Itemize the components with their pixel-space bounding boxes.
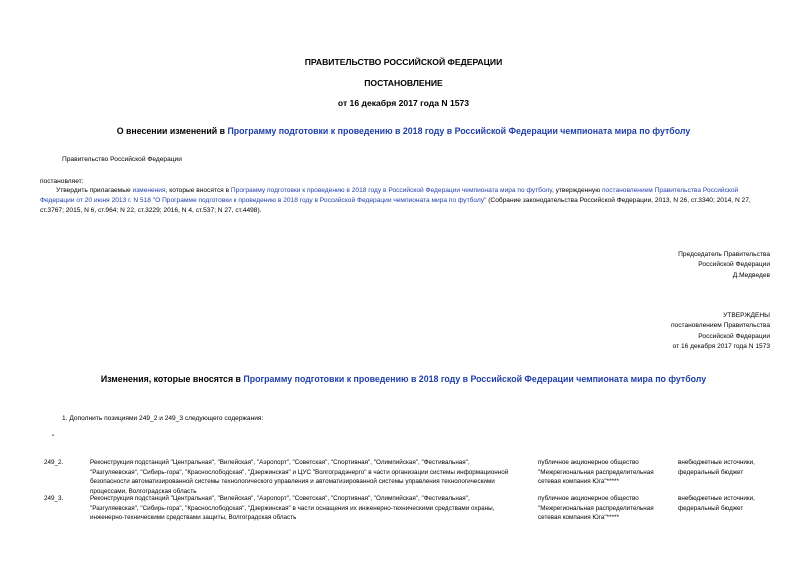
organization-line: публичное акционерное общество: [538, 495, 639, 502]
row-funding: [678, 458, 755, 477]
approval-line-3: Российской Федерации: [698, 332, 770, 340]
funding-line: федеральный бюджет: [678, 504, 744, 512]
resolution-paragraph: [40, 186, 770, 216]
approval-block: [671, 311, 770, 353]
p1-part-d: (Собрание законодательства Российской Федерации, 2013, N 26, ст.3340; 2014, N 27, ст.3767; 2015, N 6, ст.964; N 22, ст.3229; 2016, N 4, ст.537; N 27, ст.4498).: [40, 197, 751, 214]
row-funding: [678, 494, 755, 513]
government-heading: ПРАВИТЕЛЬСТВО РОССИЙСКОЙ ФЕДЕРАЦИИ: [304, 57, 503, 67]
funding-line: федеральный бюджет: [678, 468, 744, 476]
row-number: 249_2.: [44, 459, 64, 466]
p1-part-c: , утвержденную: [551, 187, 602, 194]
document-date-number: от 16 декабря 2017 года N 1573: [337, 98, 470, 108]
description-line: "Разгуляевская", "Сибирь-гора", "Краснослободская", "Дзержинская" и ЦУС "Волгоградэнерго" в части организации системы информационной: [90, 468, 509, 476]
program-link-2[interactable]: Программу подготовки к проведению в 2018 году в Российской Федерации чемпионата мира по футболу: [230, 187, 552, 194]
signature-block: [678, 250, 770, 281]
opening-quote: ": [52, 434, 55, 441]
changes-title: [0, 374, 807, 384]
row-description: [90, 494, 530, 523]
funding-line: внебюджетные источники,: [678, 495, 755, 502]
signature-name: Д.Медведев: [732, 271, 770, 279]
organization-line: публичное акционерное общество: [538, 459, 639, 466]
organization-line: "Межрегиональная распределительная: [538, 504, 654, 512]
description-line: "Разгуляевская", "Сибирь-гора", "Краснослободская", "Дзержинская" в части оснащения их инженерно-техническими средствами охраны,: [90, 504, 495, 512]
description-line: безопасности автоматизированной системы технологического управления и автоматизированной системы управления технологическими: [90, 478, 495, 486]
description-line: Реконструкция подстанций "Центральная", "Вилейская", "Аэропорт", "Советская", "Спортивная", "Олимпийская", "Фестивальная",: [90, 495, 470, 502]
funding-line: внебюджетные источники,: [678, 459, 755, 466]
organization-line: "Межрегиональная распределительная: [538, 468, 654, 476]
approval-line-1: УТВЕРЖДЕНЫ: [723, 312, 770, 319]
approval-line-2: постановлением Правительства: [670, 322, 770, 330]
p1-part-b: , которые вносятся в: [165, 187, 231, 194]
organization-line: сетевая компания Юга"*****: [538, 514, 619, 522]
program-link[interactable]: Программу подготовки к проведению в 2018 году в Российской Федерации чемпионата мира по футболу: [227, 126, 691, 136]
row-organization: [538, 494, 654, 523]
changes-link[interactable]: изменения: [132, 187, 166, 194]
organization-line: сетевая компания Юга"*****: [538, 478, 619, 486]
resolution-518-link[interactable]: постановлением Правительства Российской Федерации от 20 июня 2013 г. N 518 "О Программе подготовки к проведению в 2018 году в Российской Федерации чемпионата мира по футболу": [40, 187, 739, 204]
item-1-text: 1. Дополнить позициями 249_2 и 249_3 следующего содержания:: [62, 415, 264, 422]
p1-part-a: Утвердить прилагаемые: [56, 187, 133, 194]
description-line: Реконструкция подстанций "Центральная", "Вилейская", "Аэропорт", "Советская", "Спортивная", "Олимпийская", "Фестивальная",: [90, 459, 470, 466]
row-organization: [538, 458, 654, 487]
intro-text: Правительство Российской Федерации: [62, 156, 182, 163]
description-line: инженерно-техническими средствами защиты, Волгоградская область: [90, 514, 297, 522]
program-link-3[interactable]: Программу подготовки к проведению в 2018 году в Российской Федерации чемпионата мира по футболу: [243, 374, 707, 384]
title-prefix: О внесении изменений в: [116, 126, 228, 136]
document-type: ПОСТАНОВЛЕНИЕ: [364, 78, 443, 88]
signature-line-1: Председатель Правительства: [678, 251, 770, 258]
row-number: 249_3.: [44, 495, 64, 502]
signature-line-2: Российской Федерации: [698, 261, 770, 269]
changes-title-prefix: Изменения, которые вносятся в: [100, 374, 244, 384]
approval-line-4: от 16 декабря 2017 года N 1573: [672, 343, 770, 351]
description-line: процессами, Волгоградская область: [90, 487, 197, 495]
resolves-text: постановляет:: [40, 178, 84, 185]
document-title: [0, 126, 807, 136]
row-description: [90, 458, 530, 496]
